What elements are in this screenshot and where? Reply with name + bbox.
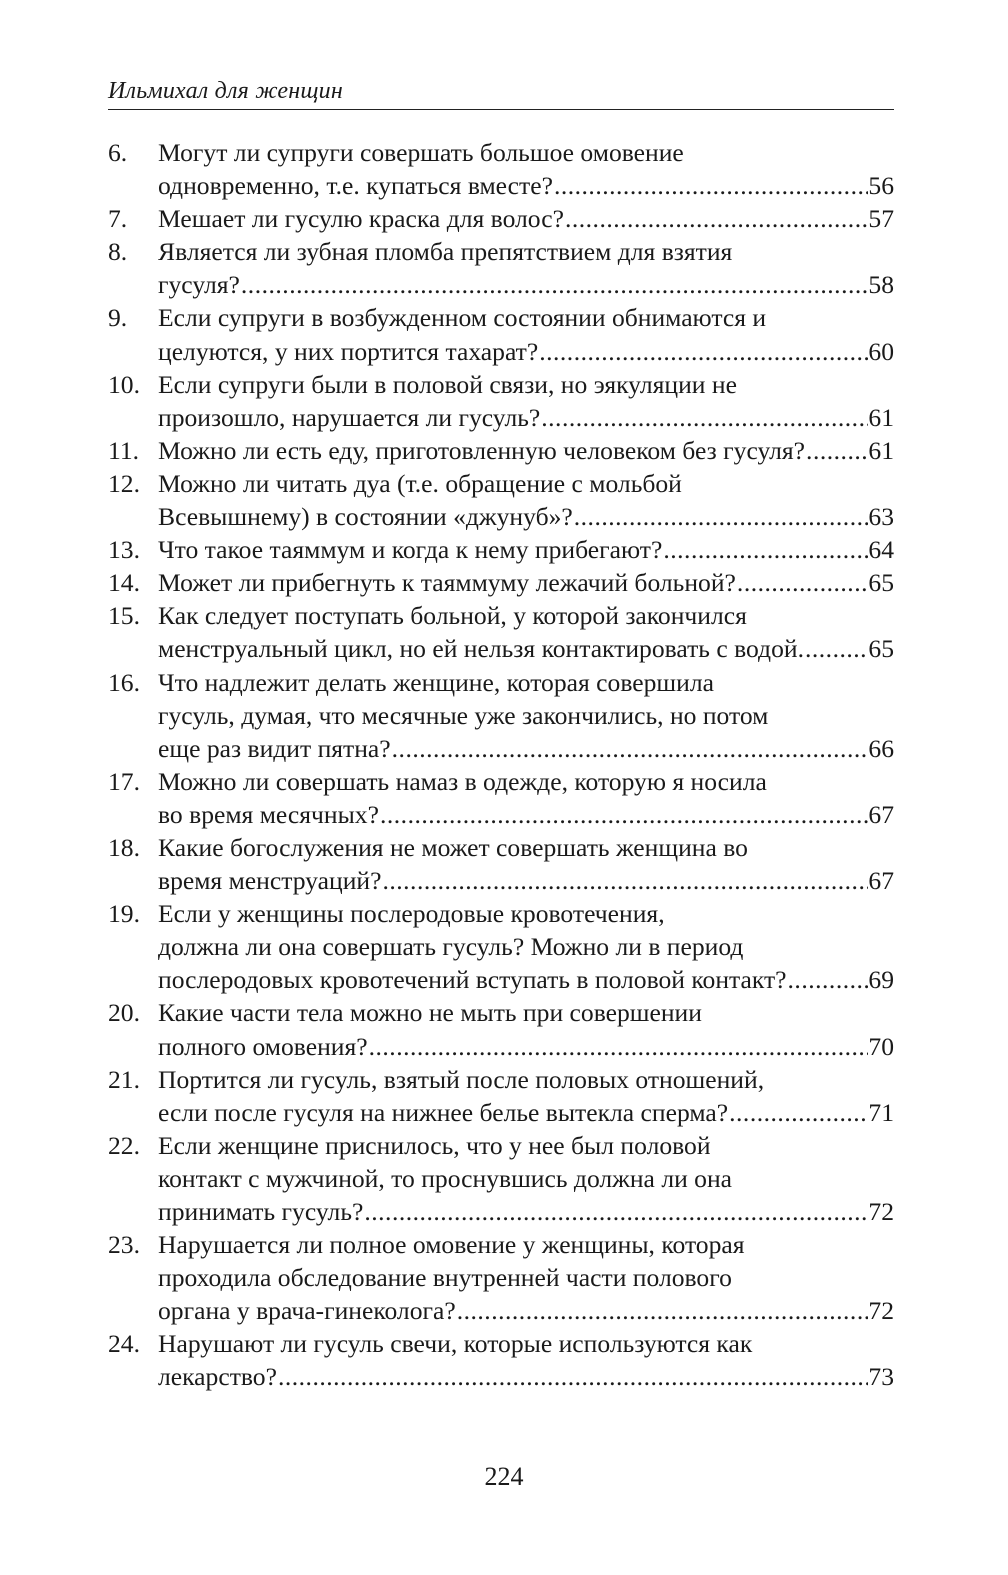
- entry-number: 10.: [108, 369, 140, 399]
- entry-last-line: [158, 798, 894, 831]
- entry-line: произошло, нарушается ли гусуль?: [158, 402, 541, 432]
- entry-page-number: 66: [868, 733, 894, 763]
- entry-last-line: [158, 401, 894, 434]
- entry-number: 12.: [108, 468, 140, 498]
- dot-leader: [391, 732, 869, 765]
- entry-last-line: [158, 1294, 894, 1327]
- entry-number: 8.: [108, 237, 128, 267]
- toc-entry[interactable]: [108, 533, 894, 566]
- dot-leader: [573, 500, 869, 533]
- entry-text: [158, 533, 894, 566]
- entry-line: Какие части тела можно не мыть при совершении: [158, 998, 702, 1028]
- dot-leader: [787, 963, 869, 996]
- entry-line: во время месячных?: [158, 799, 379, 829]
- entry-line: если после гусуля на нижнее белье вытекла сперма?: [158, 1097, 729, 1127]
- entry-number: 22.: [108, 1130, 140, 1160]
- entry-number: 21.: [108, 1064, 140, 1094]
- page-number: 224: [484, 1462, 524, 1491]
- entry-page-number: 67: [868, 799, 894, 829]
- entry-line: лекарство?: [158, 1362, 277, 1392]
- entry-line: менструальный цикл, но ей нельзя контактировать с водой.: [158, 634, 804, 664]
- entry-number: 6.: [108, 138, 128, 167]
- toc-entry[interactable]: [108, 566, 894, 599]
- entry-text: [158, 1129, 894, 1228]
- entry-page-number: 57: [868, 204, 894, 234]
- entry-last-line: [158, 732, 894, 765]
- entry-last-line: [158, 632, 894, 665]
- entry-line: Если женщине приснилось, что у нее был половой: [158, 1130, 711, 1160]
- toc-entry[interactable]: [108, 467, 894, 533]
- entry-last-line: [158, 963, 894, 996]
- entry-text: [158, 136, 894, 202]
- entry-number: 19.: [108, 899, 140, 929]
- entry-text: [158, 897, 894, 996]
- dot-leader: [381, 864, 868, 897]
- entry-line: Может ли прибегнуть к таяммуму лежачий больной?: [158, 568, 736, 598]
- entry-number: 9.: [108, 303, 128, 333]
- entry-number: 15.: [108, 601, 140, 631]
- toc-entry[interactable]: [108, 136, 894, 202]
- dot-leader: [240, 268, 869, 301]
- entry-page-number: 64: [868, 535, 894, 565]
- entry-number: 11.: [108, 435, 140, 465]
- entry-line: Нарушается ли полное омовение у женщины, которая: [158, 1230, 745, 1260]
- entry-page-number: 65: [868, 568, 894, 598]
- entry-text: [158, 434, 894, 467]
- entry-text: [158, 831, 894, 897]
- entry-page-number: 63: [868, 502, 894, 532]
- entry-text: [158, 1063, 894, 1129]
- entry-line: целуются, у них портится тахарат?: [158, 336, 539, 366]
- entry-last-line: [158, 335, 894, 368]
- entry-line: Можно ли читать дуа (т.е. обращение с мольбой: [158, 468, 682, 498]
- toc-entry[interactable]: [108, 1129, 894, 1228]
- toc-entry[interactable]: [108, 599, 894, 665]
- entry-number: 18.: [108, 832, 140, 862]
- entry-text: [158, 202, 894, 235]
- entry-text: [158, 996, 894, 1062]
- entry-line: гусуля?: [158, 270, 240, 300]
- entry-number: 17.: [108, 766, 140, 796]
- toc-entry[interactable]: [108, 831, 894, 897]
- entry-line: Мешает ли гусулю краска для волос?: [158, 204, 564, 234]
- entry-text: [158, 765, 894, 831]
- entry-line: Можно ли есть еду, приготовленную человеком без гусуля?: [158, 435, 806, 465]
- toc-entry[interactable]: [108, 368, 894, 434]
- book-title: Ильмихал для женщин: [108, 78, 343, 104]
- entry-page-number: 56: [868, 171, 894, 201]
- entry-line: Всевышнему) в состоянии «джунуб»?: [158, 502, 573, 532]
- entry-line: принимать гусуль?: [158, 1197, 364, 1226]
- entry-line: время менструаций?: [158, 866, 382, 896]
- entry-last-line: [158, 434, 894, 467]
- entry-line: Можно ли совершать намаз в одежде, которую я носила: [158, 766, 767, 796]
- toc-entry[interactable]: [108, 434, 894, 467]
- entry-last-line: [158, 169, 894, 202]
- entry-page-number: 69: [868, 965, 894, 995]
- toc-entry[interactable]: [108, 1327, 894, 1393]
- entry-last-line: [158, 566, 894, 599]
- entry-page-number: 65: [868, 634, 894, 664]
- entry-text: [158, 301, 894, 367]
- entry-line: Что такое таяммум и когда к нему прибегают?: [158, 535, 663, 565]
- entry-last-line: [158, 1360, 894, 1393]
- entry-line: Портится ли гусуль, взятый после половых отношений,: [158, 1064, 765, 1094]
- dot-leader: [363, 1195, 868, 1228]
- entry-last-line: [158, 500, 894, 533]
- entry-page-number: 61: [868, 435, 894, 465]
- entry-line: Если супруги были в половой связи, но эякуляции не: [158, 369, 737, 399]
- entry-line: еще раз видит пятна?: [158, 733, 391, 763]
- entry-last-line: [158, 1096, 894, 1129]
- toc-entry[interactable]: [108, 301, 894, 367]
- entry-page-number: 72: [868, 1296, 894, 1326]
- toc-entry[interactable]: [108, 235, 894, 301]
- entry-last-line: [158, 1195, 894, 1228]
- toc-entry[interactable]: [108, 897, 894, 996]
- dot-leader: [805, 434, 868, 467]
- entry-page-number: 61: [868, 402, 894, 432]
- dot-leader: [540, 401, 868, 434]
- entry-number: 14.: [108, 568, 140, 598]
- entry-line: гусуль, думая, что месячные уже закончились, но потом: [158, 700, 769, 730]
- entry-number: 20.: [108, 998, 140, 1028]
- entry-line: Что надлежит делать женщине, которая совершила: [158, 667, 714, 697]
- dot-leader: [379, 798, 868, 831]
- running-header: [108, 78, 894, 110]
- entry-last-line: [158, 533, 894, 566]
- toc-entry[interactable]: [108, 1063, 894, 1129]
- dot-leader: [456, 1294, 869, 1327]
- entry-line: Как следует поступать больной, у которой закончился: [158, 601, 747, 631]
- toc-entry[interactable]: [108, 996, 894, 1062]
- entry-last-line: [158, 1030, 894, 1063]
- entry-page-number: 73: [868, 1362, 894, 1392]
- entry-last-line: [158, 268, 894, 301]
- entry-line: Нарушают ли гусуль свечи, которые используются как: [158, 1329, 753, 1359]
- entry-number: 7.: [108, 204, 128, 234]
- entry-last-line: [158, 864, 894, 897]
- entry-line: одновременно, т.е. купаться вместе?: [158, 171, 553, 201]
- entry-line: Является ли зубная пломба препятствием для взятия: [158, 237, 733, 267]
- entry-text: [158, 1228, 894, 1327]
- entry-line: послеродовых кровотечений вступать в половой контакт?: [158, 965, 787, 995]
- entry-line: Если у женщины послеродовые кровотечения,: [158, 899, 665, 929]
- entry-text: [158, 599, 894, 665]
- entry-number: 24.: [108, 1329, 140, 1359]
- entry-number: 23.: [108, 1230, 140, 1260]
- entry-number: 16.: [108, 667, 140, 697]
- entry-page-number: 67: [868, 866, 894, 896]
- toc-entry[interactable]: [108, 765, 894, 831]
- dot-leader: [553, 169, 868, 202]
- entry-page-number: 70: [868, 1031, 894, 1061]
- entry-page-number: 58: [868, 270, 894, 300]
- dot-leader: [368, 1030, 869, 1063]
- entry-line: Если супруги в возбужденном состоянии обнимаются и: [158, 303, 767, 333]
- entry-line: Какие богослужения не может совершать женщина во: [158, 832, 748, 862]
- entry-text: [158, 666, 894, 765]
- entry-number: 13.: [108, 535, 140, 565]
- entry-text: [158, 1327, 894, 1393]
- toc-entry[interactable]: [108, 1228, 894, 1327]
- toc-entry[interactable]: [108, 202, 894, 235]
- entry-line: органа у врача-гинеколога?: [158, 1296, 456, 1326]
- entry-line: полного омовения?: [158, 1031, 368, 1061]
- entry-last-line: [158, 202, 894, 235]
- toc-entry[interactable]: [108, 666, 894, 765]
- dot-leader: [564, 202, 868, 235]
- entry-text: [158, 235, 894, 301]
- entry-text: [158, 566, 894, 599]
- entry-text: [158, 368, 894, 434]
- dot-leader: [804, 632, 868, 665]
- entry-line: контакт с мужчиной, то проснувшись должна ли она: [158, 1163, 733, 1193]
- entry-page-number: 72: [868, 1197, 894, 1226]
- entry-page-number: 60: [868, 336, 894, 366]
- entry-line: проходила обследование внутренней части полового: [158, 1263, 732, 1293]
- dot-leader: [728, 1096, 868, 1129]
- dot-leader: [277, 1360, 868, 1393]
- table-of-contents: [108, 136, 894, 1394]
- dot-leader: [736, 566, 868, 599]
- entry-line: Могут ли супруги совершать большое омовение: [158, 138, 684, 167]
- entry-page-number: 71: [868, 1097, 894, 1127]
- entry-text: [158, 467, 894, 533]
- entry-line: должна ли она совершать гусуль? Можно ли в период: [158, 932, 744, 962]
- dot-leader: [662, 533, 868, 566]
- dot-leader: [538, 335, 868, 368]
